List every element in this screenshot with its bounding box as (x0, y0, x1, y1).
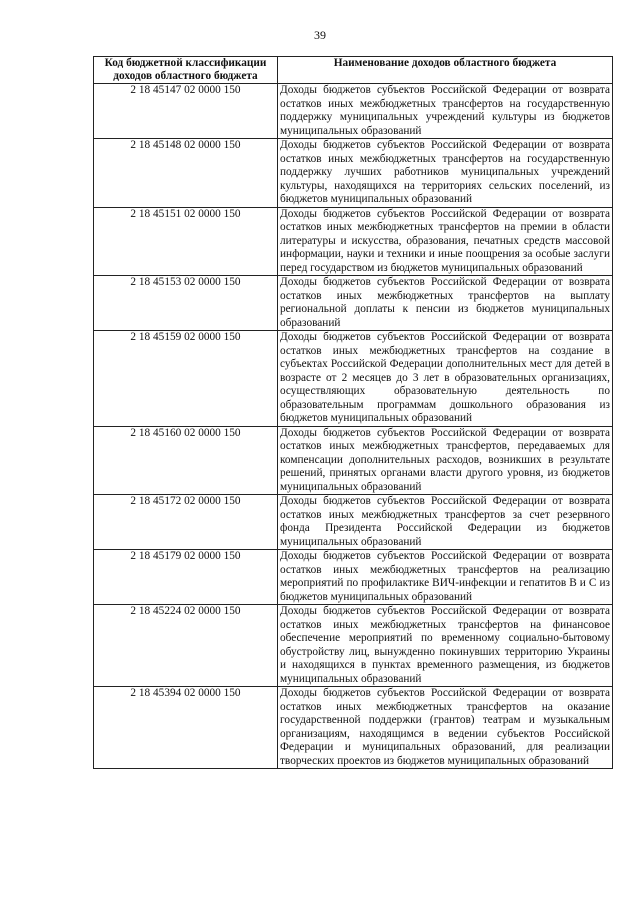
income-code: 2 18 45160 02 0000 150 (94, 426, 278, 495)
income-name: Доходы бюджетов субъектов Российской Федерации от возврата остатков иных межбюджетных трансфертов, передаваемых для компенсации дополнительных расходов, возникших в результате решений, принятых органами власти другого уровня, из бюджетов муниципальных образований (278, 426, 613, 495)
income-code: 2 18 45179 02 0000 150 (94, 550, 278, 605)
budget-classification-table (93, 56, 613, 769)
table-row (94, 84, 613, 139)
income-name: Доходы бюджетов субъектов Российской Федерации от возврата остатков иных межбюджетных трансфертов за счет резервного фонда Президента Российской Федерации из бюджетов муниципальных образований (278, 495, 613, 550)
page-number: 39 (314, 28, 326, 42)
income-name: Доходы бюджетов субъектов Российской Федерации от возврата остатков иных межбюджетных трансфертов на выплату региональной доплаты к пенсии из бюджетов муниципальных образований (278, 276, 613, 331)
header-name: Наименование доходов областного бюджета (278, 57, 613, 84)
income-code: 2 18 45394 02 0000 150 (94, 687, 278, 769)
table-row (94, 426, 613, 495)
income-code: 2 18 45172 02 0000 150 (94, 495, 278, 550)
income-name: Доходы бюджетов субъектов Российской Федерации от возврата остатков иных межбюджетных трансфертов на оказание государственной поддержки (грантов) театрам и музыкальным организациям, находящимся в ведении субъектов Российской Федерации и муниципальных образований, для реализации творческих проектов из бюджетов муниципальных образований (278, 687, 613, 769)
income-code: 2 18 45151 02 0000 150 (94, 207, 278, 276)
income-code: 2 18 45147 02 0000 150 (94, 84, 278, 139)
income-name: Доходы бюджетов субъектов Российской Федерации от возврата остатков иных межбюджетных трансфертов на государственную поддержку лучших работников муниципальных учреждений культуры, находящихся на территориях сельских поселений, из бюджетов муниципальных образований (278, 139, 613, 208)
income-name: Доходы бюджетов субъектов Российской Федерации от возврата остатков иных межбюджетных трансфертов на реализацию мероприятий по профилактике ВИЧ-инфекции и гепатитов В и С из бюджетов муниципальных образований (278, 550, 613, 605)
income-code: 2 18 45159 02 0000 150 (94, 331, 278, 427)
table-row (94, 207, 613, 276)
table-header-row (94, 57, 613, 84)
income-code: 2 18 45148 02 0000 150 (94, 139, 278, 208)
income-name: Доходы бюджетов субъектов Российской Федерации от возврата остатков иных межбюджетных трансфертов на создание в субъектах Российской Федерации дополнительных мест для детей в возрасте от 2 месяцев до 3 лет в образовательных организациях, осуществляющих образовательную деятельность по образовательным программам дошкольного образования из бюджетов муниципальных образований (278, 331, 613, 427)
table-row (94, 687, 613, 769)
income-code: 2 18 45153 02 0000 150 (94, 276, 278, 331)
table-row (94, 276, 613, 331)
table-row (94, 331, 613, 427)
table-row (94, 550, 613, 605)
table-row (94, 495, 613, 550)
table-row (94, 139, 613, 208)
income-code: 2 18 45224 02 0000 150 (94, 605, 278, 687)
income-name: Доходы бюджетов субъектов Российской Федерации от возврата остатков иных межбюджетных трансфертов на финансовое обеспечение мероприятий по временному социально-бытовому обустройству лиц, вынужденно покинувших территорию Украины и находящихся в пунктах временного размещения, из бюджетов муниципальных образований (278, 605, 613, 687)
income-name: Доходы бюджетов субъектов Российской Федерации от возврата остатков иных межбюджетных трансфертов на государственную поддержку муниципальных учреждений культуры из бюджетов муниципальных образований (278, 84, 613, 139)
income-name: Доходы бюджетов субъектов Российской Федерации от возврата остатков иных межбюджетных трансфертов на премии в области литературы и искусства, образования, печатных средств массовой информации, науки и техники и иные поощрения за особые заслуги перед государством из бюджетов муниципальных образований (278, 207, 613, 276)
table-row (94, 605, 613, 687)
header-code: Код бюджетной классификации доходов областного бюджета (94, 57, 278, 84)
